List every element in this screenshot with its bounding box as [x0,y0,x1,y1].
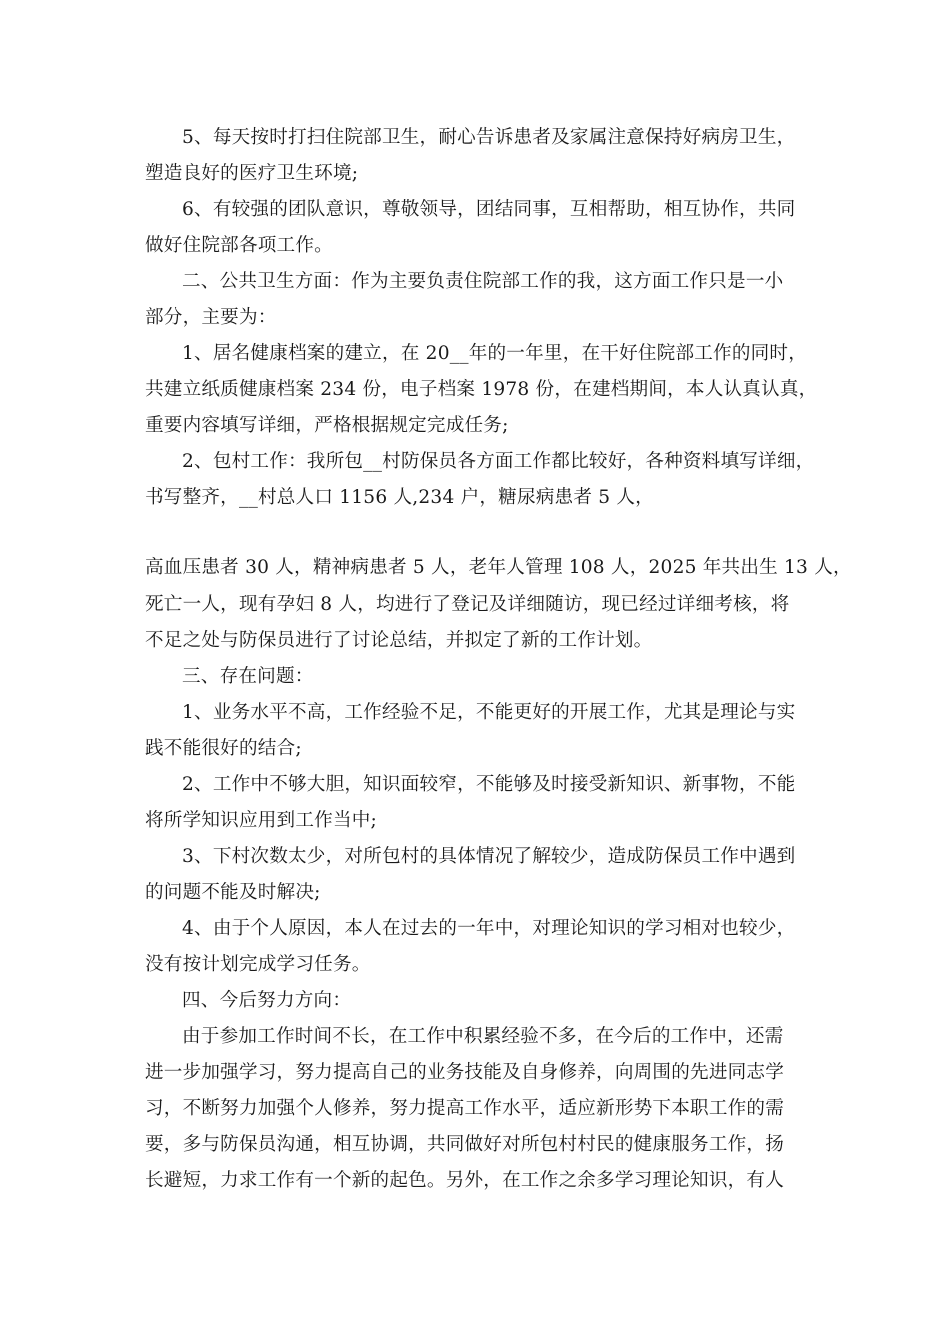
text-line: 6、有较强的团队意识，尊敬领导，团结同事，互相帮助，相互协作，共同 [182,199,796,220]
text-line: 高血压患者 30 人，精神病患者 5 人，老年人管理 108 人，2025 年共出生 13 人， [145,557,852,578]
text-line: 部分，主要为： [145,307,277,328]
text-line: 5、每天按时打扫住院部卫生，耐心告诉患者及家属注意保持好病房卫生， [182,127,796,148]
text-line: 共建立纸质健康档案 234 份，电子档案 1978 份，在建档期间，本人认真认真， [145,379,818,400]
text-line: 1、居名健康档案的建立，在 20__年的一年里，在干好住院部工作的同时， [182,343,808,364]
text-line: 做好住院部各项工作。 [145,235,333,256]
text-line: 2、工作中不够大胆，知识面较窄，不能够及时接受新知识、新事物，不能 [182,774,796,795]
text-line: 2、包村工作：我所包__村防保员各方面工作都比较好，各种资料填写详细， [182,451,815,472]
text-line: 书写整齐，__村总人口 1156 人,234 户，糖尿病患者 5 人， [145,487,654,508]
text-line: 塑造良好的医疗卫生环境; [145,163,359,184]
text-line: 重要内容填写详细，严格根据规定完成任务; [145,415,509,436]
section-heading: 四、今后努力方向： [182,990,352,1011]
text-line: 将所学知识应用到工作当中; [145,810,377,831]
text-line: 的问题不能及时解决; [145,882,321,903]
text-line: 长避短，力求工作有一个新的起色。另外，在工作之余多学习理论知识，有人 [145,1170,784,1191]
text-line: 没有按计划完成学习任务。 [145,954,371,975]
text-line: 由于参加工作时间不长，在工作中积累经验不多，在今后的工作中，还需 [182,1026,784,1047]
text-line: 践不能很好的结合; [145,738,302,759]
text-line: 不足之处与防保员进行了讨论总结，并拟定了新的工作计划。 [145,630,653,651]
text-line: 要，多与防保员沟通，相互协调，共同做好对所包村村民的健康服务工作，扬 [145,1134,784,1155]
text-line: 进一步加强学习，努力提高自己的业务技能及自身修养，向周围的先进同志学 [145,1062,784,1083]
text-line: 1、业务水平不高，工作经验不足，不能更好的开展工作，尤其是理论与实 [182,702,796,723]
text-line: 4、由于个人原因，本人在过去的一年中，对理论知识的学习相对也较少， [182,918,796,939]
text-line: 3、下村次数太少，对所包村的具体情况了解较少，造成防保员工作中遇到 [182,846,796,867]
section-heading: 二、公共卫生方面：作为主要负责住院部工作的我，这方面工作只是一小 [182,271,784,292]
section-heading: 三、存在问题： [182,666,314,687]
text-line: 习，不断努力加强个人修养，努力提高工作水平，适应新形势下本职工作的需 [145,1098,784,1119]
text-line: 死亡一人，现有孕妇 8 人，均进行了登记及详细随访，现已经过详细考核，将 [145,594,790,615]
